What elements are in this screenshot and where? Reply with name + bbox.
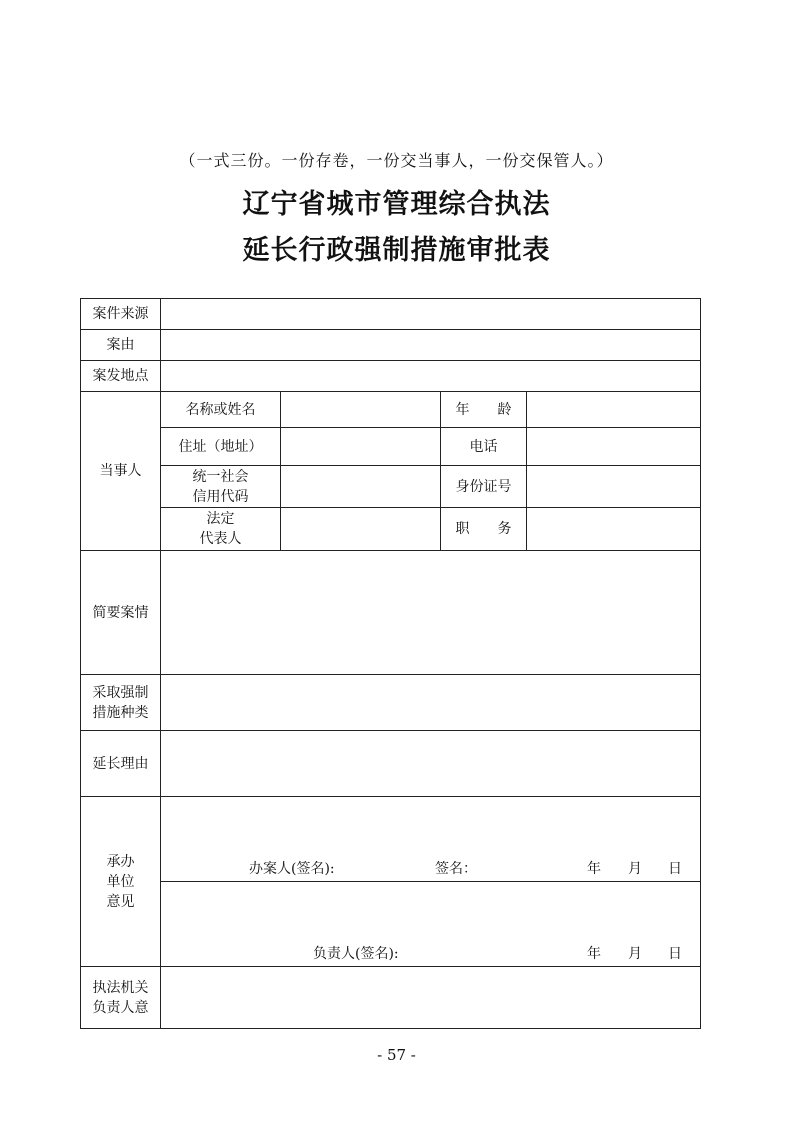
row-extension-reason [81,731,701,797]
party-legal-rep-label [161,508,281,551]
row-party-name [81,392,701,428]
measure-type-label [81,675,161,731]
agency-opinion-label [81,967,161,1029]
unit-opinion-line1: 承办 [106,853,135,870]
head-day-label: 日 [668,946,682,962]
handler-sign-label: 办案人(签名): [249,861,335,877]
party-credit-code-field[interactable] [281,466,441,508]
party-age-field[interactable] [527,392,701,428]
party-legal-rep-field[interactable] [281,508,441,551]
party-phone-field[interactable] [527,428,701,466]
party-position-label: 职 务 [441,508,527,551]
head-month-label: 月 [628,946,642,962]
row-party-address [81,428,701,466]
unit-opinion-label [81,797,161,967]
case-source-label: 案件来源 [81,299,161,330]
party-name-field[interactable] [281,392,441,428]
credit-code-line1: 统一社会 [192,468,249,485]
row-party-legal-rep [81,508,701,551]
row-party-credit [81,466,701,508]
case-summary-field[interactable] [161,551,701,675]
row-case-reason [81,330,701,361]
row-unit-opinion-handler [81,797,701,882]
party-position-field[interactable] [527,508,701,551]
party-address-field[interactable] [281,428,441,466]
head-sign-label: 负责人(签名): [313,946,399,962]
party-age-label: 年 龄 [441,392,527,428]
case-source-field[interactable] [161,299,701,330]
credit-code-line2: 信用代码 [192,488,249,505]
party-id-label: 身份证号 [441,466,527,508]
row-unit-opinion-head [81,882,701,967]
case-summary-label: 简要案情 [81,551,161,675]
unit-opinion-handler-field[interactable] [161,797,701,882]
head-year-label: 年 [587,946,601,962]
form-title-line1: 辽宁省城市管理综合执法 [242,189,551,220]
case-reason-field[interactable] [161,330,701,361]
party-address-label: 住址（地址） [161,428,281,466]
measure-type-line1: 采取强制 [92,684,149,701]
row-agency-opinion [81,967,701,1029]
legal-rep-line2: 代表人 [199,531,242,547]
party-phone-label: 电话 [441,428,527,466]
agency-opinion-line1: 执法机关 [92,979,149,996]
page-number: - 57 - [377,1046,416,1064]
party-credit-code-label [161,466,281,508]
case-location-label: 案发地点 [81,361,161,392]
unit-opinion-head-field[interactable] [161,882,701,967]
agency-opinion-field[interactable] [161,967,701,1029]
party-id-field[interactable] [527,466,701,508]
unit-opinion-line2: 单位 [106,873,135,890]
copies-note: （一式三份。一份存卷，一份交当事人，一份交保管人。） [179,151,614,170]
sign-label: 签名： [435,861,477,877]
measure-type-field[interactable] [161,675,701,731]
unit-opinion-line3: 意见 [106,893,135,910]
party-name-label: 名称或姓名 [161,392,281,428]
handler-month-label: 月 [628,861,642,877]
row-case-location [81,361,701,392]
legal-rep-line1: 法定 [206,511,235,527]
measure-type-line2: 措施种类 [92,704,149,721]
case-location-field[interactable] [161,361,701,392]
approval-form-table [80,298,701,1029]
case-reason-label: 案由 [81,330,161,361]
row-case-summary [81,551,701,675]
extension-reason-field[interactable] [161,731,701,797]
extension-reason-label: 延长理由 [81,731,161,797]
row-measure-type [81,675,701,731]
form-title-line2: 延长行政强制措施审批表 [242,235,551,266]
party-label: 当事人 [81,392,161,551]
handler-year-label: 年 [587,861,601,877]
agency-opinion-line2: 负责人意 [92,999,149,1016]
row-case-source [81,299,701,330]
handler-day-label: 日 [668,861,682,877]
